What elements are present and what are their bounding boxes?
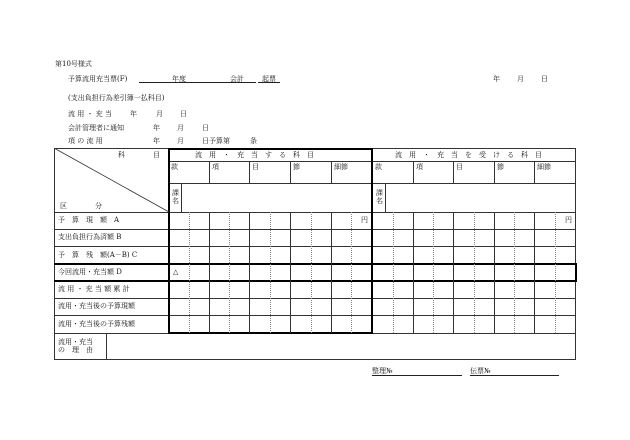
denpyo-label: 伝票№ (470, 367, 491, 375)
from-col-setsu: 節 (293, 163, 300, 171)
row-label-zangaku: 予 算 残 額(A－B) C (58, 251, 138, 259)
seiri-field[interactable] (372, 375, 462, 376)
row-label-shishutsu: 支出負担行為済額 B (58, 233, 122, 241)
reason-label: 流用・充当 の 理 由 (58, 338, 93, 354)
date-month: 月 (517, 75, 524, 83)
ko-label: 項 の 流 用 (68, 137, 103, 145)
nendo-label: 年度 (172, 75, 186, 83)
ryuyo-label: 流 用 ・ 充 当 (68, 110, 112, 118)
to-col-moku: 目 (456, 163, 463, 171)
row-label-go-gengaku: 流用・充当後の予算現額 (58, 302, 135, 310)
kaikei-label: 会計 (230, 75, 244, 83)
kihyo-label: 起票 (262, 75, 276, 83)
ryuyo-year: 年 (130, 110, 137, 118)
ko-year: 年 (153, 137, 160, 145)
row-label-go-zangaku: 流用・充当後の予算残額 (58, 320, 135, 328)
to-yen: 円 (565, 216, 572, 224)
to-col-setsu: 節 (497, 163, 504, 171)
to-col-saisetsu: 細節 (537, 163, 551, 171)
date-day: 日 (541, 75, 548, 83)
tsuchi-month: 月 (177, 124, 184, 132)
note: (支出負担行為差引簿一払科目) (68, 94, 165, 102)
from-col-kan: 款 (171, 163, 178, 171)
to-title: 流 用 ・ 充 当 を 受 け る 科 目 (395, 151, 542, 159)
to-kamei: 課 名 (376, 189, 383, 205)
from-col-saisetsu: 細節 (334, 163, 348, 171)
triangle-mark: △ (173, 268, 179, 276)
header-kubun: 区 分 (60, 202, 102, 210)
tsuchi-year: 年 (153, 124, 160, 132)
from-yen: 円 (361, 216, 368, 224)
form-number: 第10号様式 (55, 60, 92, 68)
from-kamei: 課 名 (172, 189, 179, 205)
ryuyo-day: 日 (180, 110, 187, 118)
to-col-ko: 項 (416, 163, 423, 171)
row-label-ruikei: 流 用 ・ 充 当 額 累 計 (58, 285, 130, 293)
denpyo-field[interactable] (470, 375, 559, 376)
from-col-ko: 項 (212, 163, 219, 171)
ryuyo-month: 月 (156, 110, 163, 118)
tsuchi-label: 会計管理者に通知 (68, 124, 124, 132)
row-label-konkai: 今回流用・充当額 D (58, 268, 122, 276)
from-col-moku: 目 (252, 163, 259, 171)
tsuchi-day: 日 (202, 124, 209, 132)
from-title: 流 用 ・ 充 当 す る 科 目 (195, 151, 314, 159)
ko-month: 月 (177, 137, 184, 145)
ko-suffix: 日予算第 (202, 137, 230, 145)
date-year: 年 (493, 75, 500, 83)
ko-jo: 条 (250, 137, 257, 145)
header-kamoku: 科 目 (118, 151, 160, 159)
seiri-label: 整理№ (372, 367, 393, 375)
to-col-kan: 款 (375, 163, 382, 171)
reason-field[interactable] (108, 335, 574, 358)
row-label-yosan-gengaku: 予 算 現 額 A (58, 216, 120, 224)
slip-title: 予算流用充当票(F) (68, 75, 128, 83)
